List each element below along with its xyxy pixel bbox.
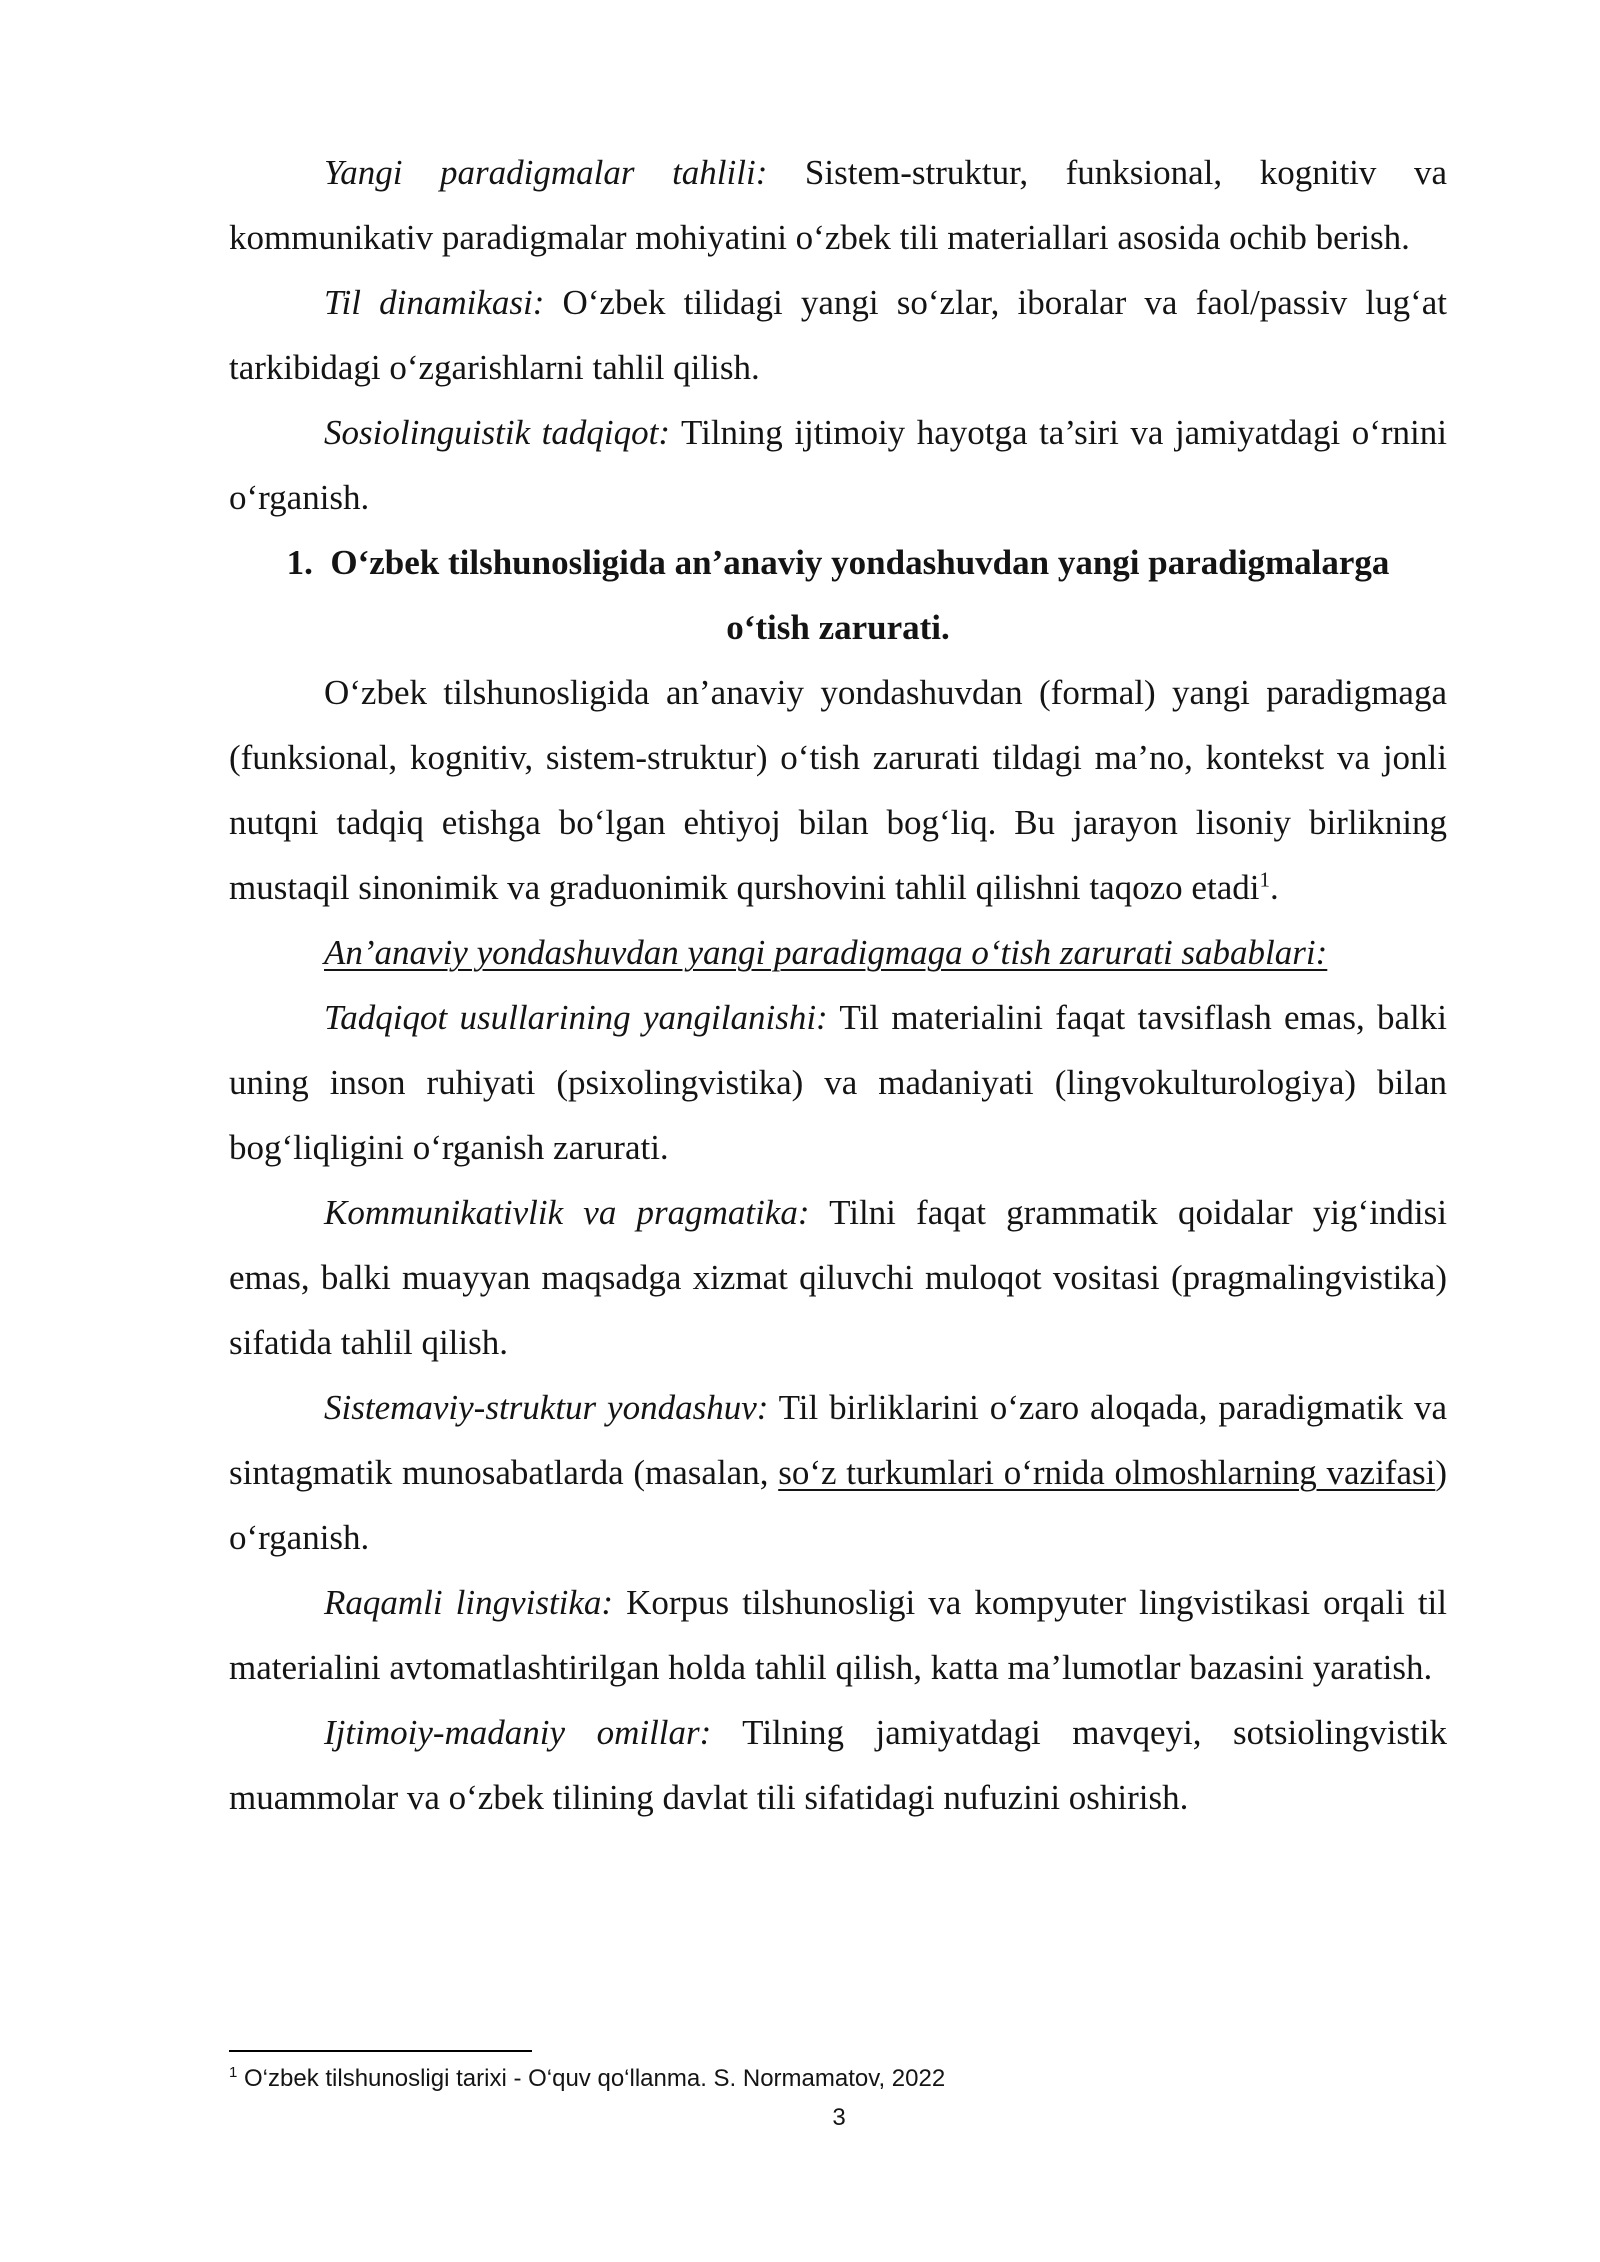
underlined-phrase: so‘z turkumlari o‘rnida olmoshlarning vazifasi xyxy=(778,1453,1436,1492)
reason-research-methods xyxy=(229,985,1447,1180)
term-label: Til dinamikasi: xyxy=(324,283,545,322)
heading-text-line-2: o‘tish zarurati. xyxy=(726,608,950,647)
subheading-reasons xyxy=(229,920,1447,985)
reason-digital-linguistics xyxy=(229,1570,1447,1700)
footnote-mark: 1 xyxy=(229,2064,238,2081)
paragraph-new-paradigms xyxy=(229,140,1447,270)
page-number: 3 xyxy=(832,2104,846,2131)
paragraph-language-dynamics xyxy=(229,270,1447,400)
heading-line-1 xyxy=(229,530,1447,595)
term-label: Ijtimoiy-madaniy omillar: xyxy=(324,1713,712,1752)
term-label: Sosiolinguistik tadqiqot: xyxy=(324,413,671,452)
paragraph-text: Korpus tilshunosligi va kompyuter lingvistikasi orqali til materialini avtomatlashtirilgan holda tahlil qilish, katta ma’lumotlar bazasini yaratish. xyxy=(229,1583,1447,1687)
paragraph-text: Tilning ijtimoiy hayotga ta’siri va jamiyatdagi o‘rnini o‘rganish. xyxy=(229,413,1447,517)
reason-social-cultural xyxy=(229,1700,1447,1830)
subheading-text: An’anaviy yondashuvdan yangi paradigmaga o‘tish zarurati sabablari: xyxy=(324,933,1328,972)
footnote-reference[interactable]: 1 xyxy=(1259,867,1270,892)
term-label: Kommunikativlik va pragmatika: xyxy=(324,1193,810,1232)
paragraph-end: . xyxy=(1269,868,1279,907)
paragraph-sociolinguistic-research xyxy=(229,400,1447,530)
term-label: Sistemaviy-struktur yondashuv: xyxy=(324,1388,769,1427)
paragraph-text: O‘zbek tilidagi yangi so‘zlar, iboralar va faol/passiv lug‘at tarkibidagi o‘zgarishlarni tahlil qilish. xyxy=(229,283,1447,387)
term-label: Yangi paradigmalar tahlili: xyxy=(324,153,768,192)
reason-systemic-structural xyxy=(229,1375,1447,1570)
paragraph-text: Tilni faqat grammatik qoidalar yig‘indisi emas, balki muayyan maqsadga xizmat qiluvchi muloqot vositasi (pragmalingvistika) sifatida tahlil qilish. xyxy=(229,1193,1447,1362)
heading-number: 1. xyxy=(286,543,313,582)
footnote-separator xyxy=(229,2050,532,2052)
paragraph-text: Tilning jamiyatdagi mavqeyi, sotsiolingvistik muammolar va o‘zbek tilining davlat tili sifatidagi nufuzini oshirish. xyxy=(229,1713,1447,1817)
paragraph-text: O‘zbek tilshunosligida an’anaviy yondashuvdan (formal) yangi paradigmaga (funksional, kognitiv, sistem-struktur) o‘tish zarurati tildagi ma’no, kontekst va jonli nutqni tadqiq etishga bo‘lgan ehtiyoj bilan bog‘liq. Bu jarayon lisoniy birlikning mustaqil sinonimik va graduonimik qurshovini tahlil qilishni taqozo etadi xyxy=(229,673,1447,907)
footnote-text: O‘zbek tilshunosligi tarixi - O‘quv qo‘llanma. S. Normamatov, 2022 xyxy=(237,2065,946,2092)
term-label: Tadqiqot usullarining yangilanishi: xyxy=(324,998,828,1037)
paragraph-text: Til materialini faqat tavsiflash emas, balki uning inson ruhiyati (psixolingvistika) va madaniyati (lingvokulturologiya) bilan bog‘liqligini o‘rganish zarurati. xyxy=(229,998,1448,1167)
section-heading xyxy=(229,530,1447,660)
heading-text-line-1: O‘zbek tilshunosligida an’anaviy yondashuvdan yangi paradigmalarga xyxy=(330,543,1390,582)
term-label: Raqamli lingvistika: xyxy=(324,1583,614,1622)
paragraph-text-end: ) o‘rganish. xyxy=(229,1453,1447,1557)
paragraph-text: Sistem-struktur, funksional, kognitiv va kommunikativ paradigmalar mohiyatini o‘zbek tili materiallari asosida ochib berish. xyxy=(229,153,1447,257)
paragraph-intro xyxy=(229,660,1447,920)
body-text xyxy=(229,140,1447,1830)
paragraph-text: Til birliklarini o‘zaro aloqada, paradigmatik va sintagmatik munosabatlarda (masalan, xyxy=(229,1388,1447,1492)
reason-communicativity xyxy=(229,1180,1447,1375)
footnote xyxy=(229,2064,1329,2094)
